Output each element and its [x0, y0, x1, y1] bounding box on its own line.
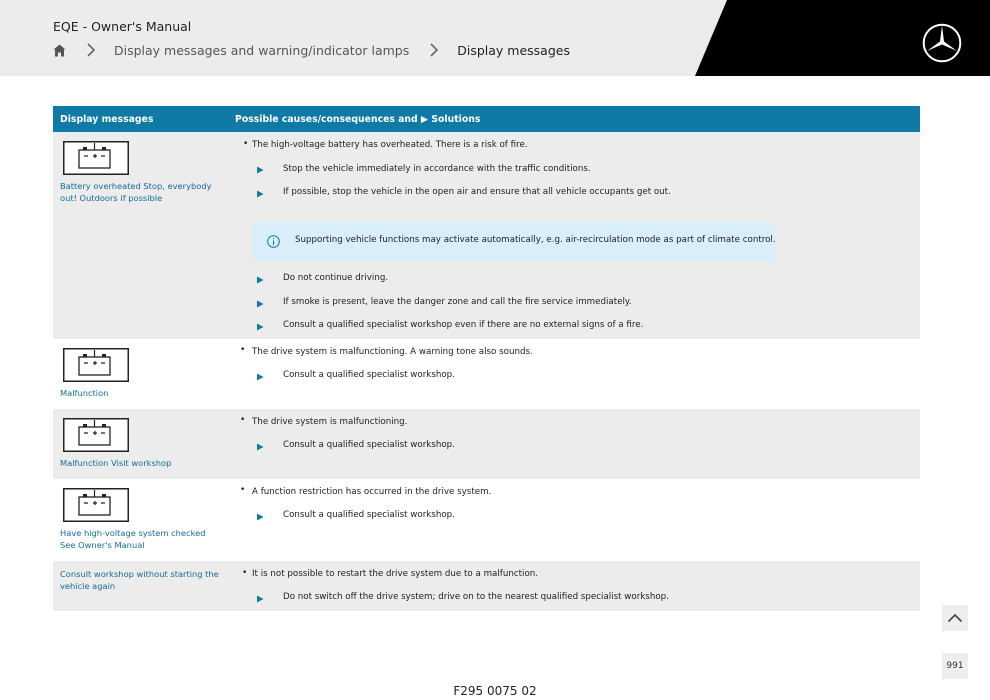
battery-icon [63, 141, 129, 175]
solution-text: Consult a qualified specialist workshop. [283, 440, 455, 450]
table-row [53, 479, 920, 561]
arrow-right-icon [256, 190, 264, 198]
battery-icon [63, 488, 129, 522]
page-header [0, 0, 990, 76]
cause-text: The drive system is malfunctioning. [252, 417, 408, 427]
display-message-label: Malfunction Visit workshop [60, 458, 172, 468]
cause-text: The high-voltage battery has overheated. There is a risk of fire. [252, 140, 528, 150]
solution-text: Consult a qualified specialist workshop. [283, 510, 455, 520]
bullet: • [240, 415, 246, 425]
cause-text: The drive system is malfunctioning. A warning tone also sounds. [252, 347, 533, 357]
display-message-label: Battery overheated Stop, everybody out! Outdoors if possible [60, 181, 212, 203]
battery-icon [63, 348, 129, 382]
bullet: • [240, 485, 246, 495]
battery-icon [63, 418, 129, 452]
solution-text: Consult a qualified specialist workshop even if there are no external signs of a fire. [283, 320, 644, 330]
page-number: 991 [946, 661, 964, 671]
column-header-display-messages: Display messages [60, 114, 154, 125]
chevron-up-icon [947, 613, 963, 623]
page-title: EQE - Owner's Manual [53, 19, 192, 34]
breadcrumb-item-warning-lamps[interactable]: Display messages and warning/indicator lamps [114, 42, 410, 58]
table-row [53, 339, 920, 409]
solution-text: Consult a qualified specialist workshop. [283, 370, 455, 380]
display-message-label: Have high-voltage system checked See Owner's Manual [60, 528, 206, 550]
column-header-causes-solutions: Possible causes/consequences and ▶ Solutions [235, 114, 481, 125]
page-number-badge[interactable] [942, 653, 968, 679]
solution-text: Do not continue driving. [283, 273, 389, 283]
chevron-right-icon [83, 42, 99, 58]
solution-text: If smoke is present, leave the danger zone and call the fire service immediately. [283, 297, 632, 307]
arrow-right-icon [256, 443, 264, 451]
cause-text: It is not possible to restart the drive system due to a malfunction. [252, 569, 539, 579]
arrow-right-icon [256, 373, 264, 381]
cause-text: A function restriction has occurred in the drive system. [252, 487, 492, 497]
arrow-right-icon [256, 166, 264, 174]
breadcrumb [53, 42, 570, 58]
display-message-label: Malfunction [60, 388, 109, 398]
scroll-to-top-button[interactable] [942, 605, 968, 631]
figure-code: F295 0075 02 [453, 684, 537, 698]
arrow-right-icon [256, 276, 264, 284]
arrow-right-icon [256, 513, 264, 521]
arrow-right-icon [256, 300, 264, 308]
arrow-right-icon [256, 595, 264, 603]
table-row [53, 132, 920, 339]
bullet: • [243, 139, 249, 149]
solution-text: If possible, stop the vehicle in the open air and ensure that all vehicle occupants get out. [283, 187, 671, 197]
table-header [53, 106, 920, 132]
table-row [53, 561, 920, 611]
info-note [252, 222, 775, 261]
bullet: • [242, 568, 248, 578]
info-icon [267, 235, 280, 248]
breadcrumb-item-current: Display messages [457, 42, 570, 58]
mercedes-star-logo [922, 23, 962, 63]
solution-text: Do not switch off the drive system; drive on to the nearest qualified specialist workshop. [283, 592, 669, 602]
display-messages-table [53, 106, 920, 611]
info-note-text: Supporting vehicle functions may activate automatically, e.g. air-recirculation mode as part of climate control. [295, 235, 776, 245]
table-row [53, 409, 920, 479]
bullet: • [240, 345, 246, 355]
home-icon[interactable] [53, 44, 66, 57]
solution-text: Stop the vehicle immediately in accordance with the traffic conditions. [283, 164, 591, 174]
chevron-right-icon [426, 42, 442, 58]
arrow-right-icon [256, 323, 264, 331]
display-message-label: Consult workshop without starting the vehicle again [60, 569, 219, 591]
